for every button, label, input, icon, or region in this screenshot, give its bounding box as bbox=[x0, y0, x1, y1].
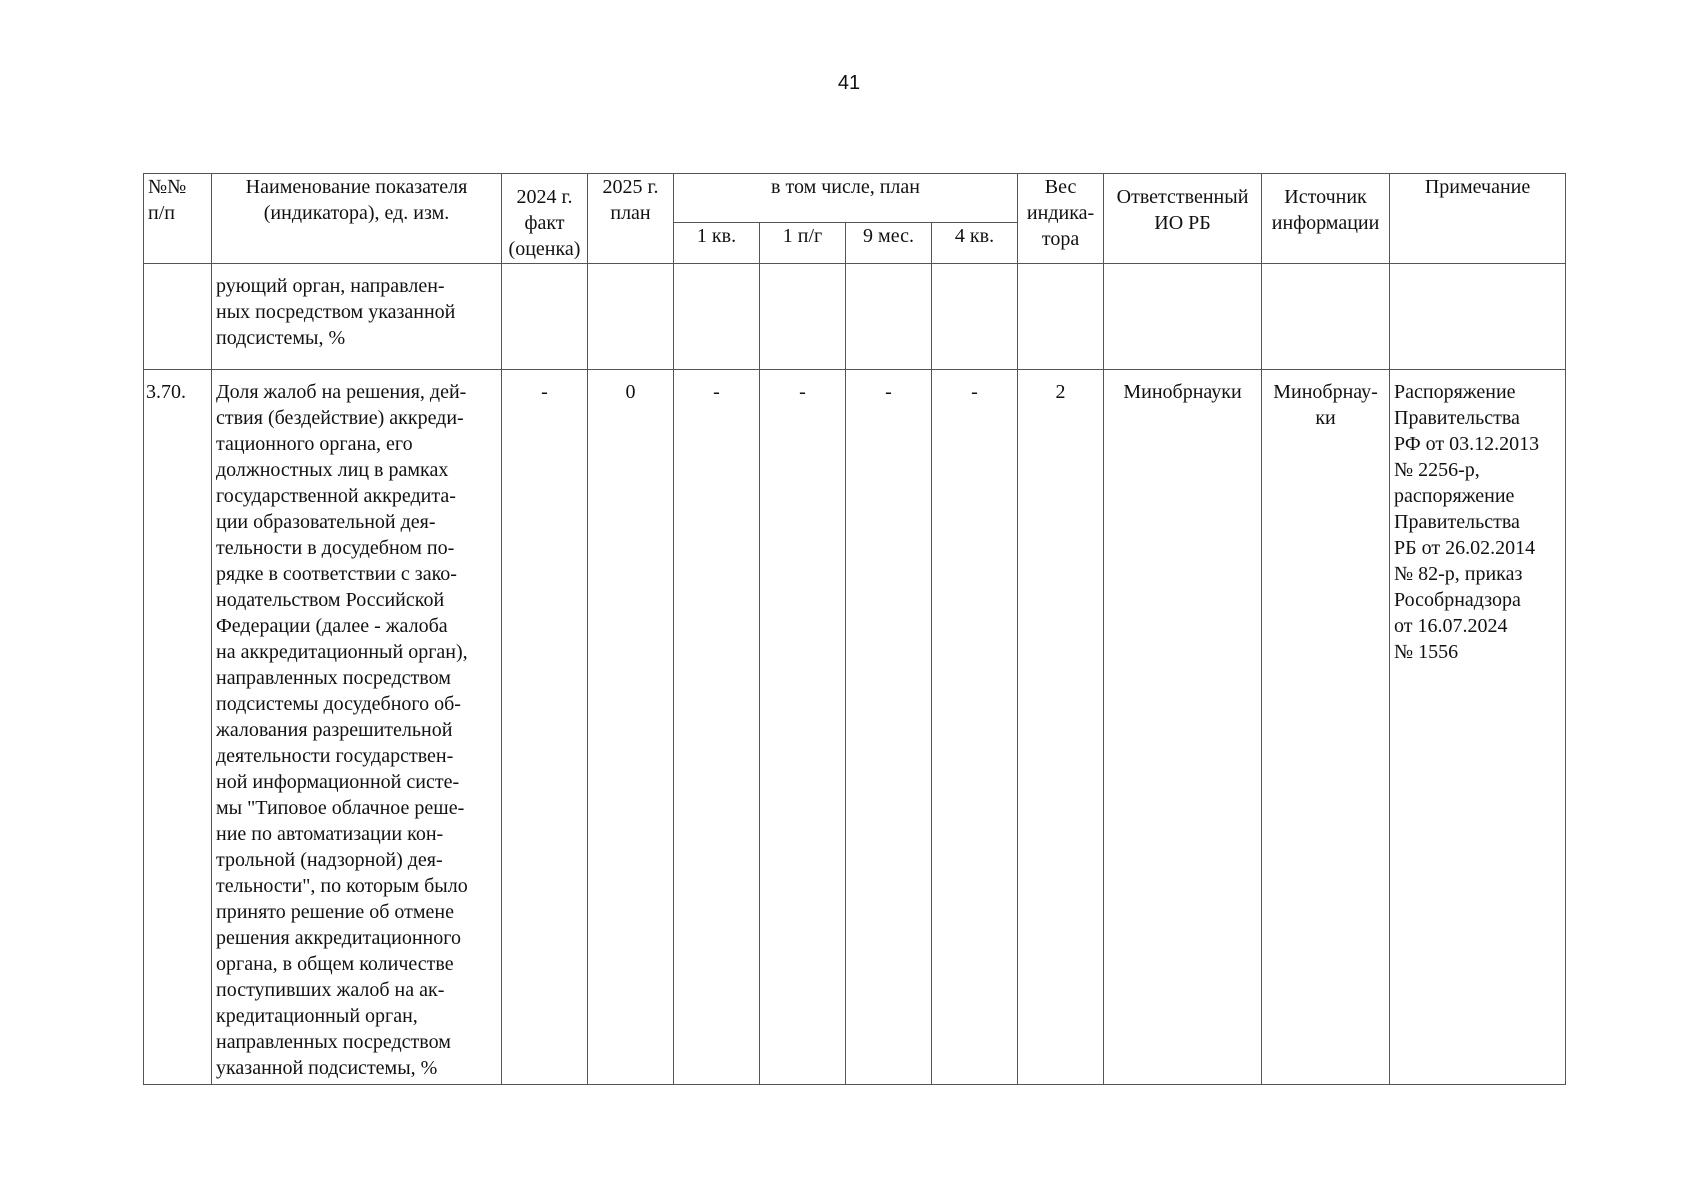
cell-m9: - bbox=[846, 370, 932, 1085]
cell-name: рующий орган, направлен- ных посредством указанной подсистемы, % bbox=[212, 264, 502, 370]
cell-fact-2024 bbox=[502, 264, 588, 370]
cell-m9 bbox=[846, 264, 932, 370]
table-row bbox=[144, 264, 1566, 370]
page-number: 41 bbox=[837, 72, 861, 94]
cell-note: Распоряжение Правительства РФ от 03.12.2013 № 2256-р, распоряжение Правительства РБ от 26.02.2014 № 82-р, приказ Рособрнадзора от 16.07.2024 № 1556 bbox=[1390, 370, 1566, 1085]
header-responsible: Ответственный ИО РБ bbox=[1104, 174, 1262, 264]
header-num: №№ п/п bbox=[144, 174, 212, 264]
cell-source: Минобрнау- ки bbox=[1262, 370, 1390, 1085]
cell-q1: - bbox=[674, 370, 760, 1085]
header-q4: 4 кв. bbox=[932, 223, 1018, 264]
cell-weight: 2 bbox=[1018, 370, 1104, 1085]
cell-source bbox=[1262, 264, 1390, 370]
cell-num bbox=[144, 264, 212, 370]
cell-name: Доля жалоб на решения, дей- ствия (бездействие) аккреди- тационного органа, его должностных лиц в рамках государственной аккредита- ции образовательной дея- тельности в досудебном по- рядке в соответствии с зако- нодательством Российской Федерации (далее - жалоба на аккредитационный орган), направленных посредством подсистемы досудебного об- жалования разрешительной деятельности государствен- ной информационной систе- мы "Типовое облачное реше- ние по автоматизации кон- трольной (надзорной) дея- тельности", по которым было принято решение об отмене решения аккредитационного органа, в общем количестве поступивших жалоб на ак- кредитационный орган, направленных посредством указанной подсистемы, % bbox=[212, 370, 502, 1085]
cell-responsible bbox=[1104, 264, 1262, 370]
cell-note bbox=[1390, 264, 1566, 370]
header-note: Примечание bbox=[1390, 174, 1566, 264]
header-q1: 1 кв. bbox=[674, 223, 760, 264]
cell-h1 bbox=[760, 264, 846, 370]
cell-q4 bbox=[932, 264, 1018, 370]
header-m9: 9 мес. bbox=[846, 223, 932, 264]
cell-fact-2024: - bbox=[502, 370, 588, 1085]
table-row bbox=[144, 370, 1566, 1085]
header-weight: Вес индика-тора bbox=[1018, 174, 1104, 264]
cell-q4: - bbox=[932, 370, 1018, 1085]
header-fact-2024: 2024 г. факт (оценка) bbox=[502, 174, 588, 264]
header-h1: 1 п/г bbox=[760, 223, 846, 264]
header-incl-plan: в том числе, план bbox=[674, 174, 1018, 223]
cell-q1 bbox=[674, 264, 760, 370]
header-name: Наименование показателя (индикатора), ед. изм. bbox=[212, 174, 502, 264]
cell-responsible: Минобрнауки bbox=[1104, 370, 1262, 1085]
cell-h1: - bbox=[760, 370, 846, 1085]
indicators-table bbox=[143, 173, 1566, 1085]
header-row bbox=[144, 174, 1566, 223]
cell-weight bbox=[1018, 264, 1104, 370]
header-plan-2025: 2025 г. план bbox=[588, 174, 674, 264]
cell-num: 3.70. bbox=[144, 370, 212, 1085]
cell-plan-2025: 0 bbox=[588, 370, 674, 1085]
cell-plan-2025 bbox=[588, 264, 674, 370]
header-source: Источник информации bbox=[1262, 174, 1390, 264]
